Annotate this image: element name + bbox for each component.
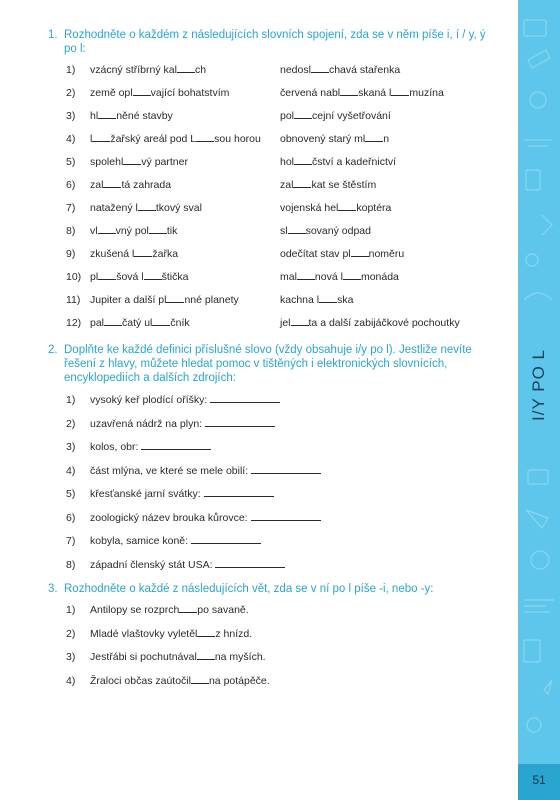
text-fragment: Jupiter a další pl	[90, 294, 167, 306]
text-fragment: muzína	[409, 87, 444, 99]
exercise-3-heading	[50, 582, 500, 596]
text-fragment: mal	[280, 271, 297, 283]
text-fragment: vý partner	[141, 156, 188, 168]
text-fragment: koptéra	[356, 202, 392, 214]
exercise-1-item	[66, 247, 178, 261]
exercise-2-item	[66, 487, 274, 501]
answer-blank[interactable]	[215, 558, 285, 568]
fill-in-blank[interactable]	[197, 627, 215, 637]
text-fragment: ch	[194, 64, 207, 76]
text-fragment: čník	[170, 317, 190, 329]
answer-blank[interactable]	[191, 534, 261, 544]
fill-in-blank[interactable]	[152, 316, 170, 326]
definition-text: vysoký keř plodící oříšky:	[90, 394, 208, 406]
fill-in-blank[interactable]	[134, 247, 152, 257]
item-number: 2)	[66, 87, 76, 99]
exercise-1-item-right	[280, 132, 389, 146]
answer-blank[interactable]	[141, 440, 211, 450]
fill-in-blank[interactable]	[293, 178, 311, 188]
exercise-3-instruction: Rozhodněte o každé z následujících vět, zda se v ní po l píše -i, nebo -y:	[64, 583, 434, 595]
sidebar-title: I/Y PO L	[529, 349, 548, 421]
text-fragment: pl	[90, 271, 99, 283]
item-number: 11)	[66, 294, 81, 306]
item-number: 5)	[66, 156, 76, 168]
exercise-1-item-right	[280, 224, 371, 238]
exercise-1-instruction: Rozhodněte o každém z následujících slovních spojení, zda se v něm píše i, í / y, ý po l:	[64, 29, 486, 55]
text-fragment: něné stavby	[116, 110, 173, 122]
exercise-2-item	[66, 417, 275, 431]
fill-in-blank[interactable]	[98, 224, 116, 234]
fill-in-blank[interactable]	[288, 224, 306, 234]
exercise-1-heading	[50, 28, 500, 56]
fill-in-blank[interactable]	[123, 155, 141, 165]
exercise-1-item	[66, 270, 188, 284]
exercise-2-item	[66, 464, 321, 478]
fill-in-blank[interactable]	[391, 86, 409, 96]
item-number: 1)	[66, 604, 76, 616]
exercise-1-item-right	[280, 316, 460, 330]
text-fragment: žařský areál pod L	[110, 133, 197, 145]
fill-in-blank[interactable]	[149, 224, 167, 234]
text-fragment: země opl	[90, 87, 133, 99]
fill-in-blank[interactable]	[144, 270, 162, 280]
exercise-1-item-right	[280, 86, 444, 100]
text-fragment: červená nabl	[280, 87, 341, 99]
text-fragment: kat se štěstím	[311, 179, 377, 191]
text-fragment: pol	[280, 110, 295, 122]
item-number: 1)	[66, 394, 76, 406]
exercise-3-item	[66, 674, 270, 688]
text-fragment: vl	[90, 225, 98, 237]
exercise-1-item	[66, 109, 173, 123]
text-fragment: Antilopy se rozprch	[90, 604, 180, 616]
fill-in-blank[interactable]	[365, 132, 383, 142]
exercise-3-item	[66, 627, 252, 641]
text-fragment: zkušená l	[90, 248, 135, 260]
answer-blank[interactable]	[251, 511, 321, 521]
text-fragment: odečítat stav pl	[280, 248, 351, 260]
text-fragment: šová l	[116, 271, 144, 283]
item-number: 12)	[66, 317, 82, 329]
item-number: 8)	[66, 225, 76, 237]
text-fragment: cejní vyšetřování	[312, 110, 391, 122]
exercise-1-item	[66, 201, 202, 215]
fill-in-blank[interactable]	[191, 674, 209, 684]
text-fragment: vzácný stříbrný kal	[90, 64, 177, 76]
text-fragment: na potápěče.	[208, 674, 270, 687]
answer-blank[interactable]	[251, 464, 321, 474]
text-fragment: z hnízd.	[215, 627, 253, 640]
item-number: 4)	[66, 133, 76, 145]
item-number: 7)	[66, 202, 76, 214]
exercise-1-item	[66, 316, 190, 330]
text-fragment: nedosl	[280, 64, 311, 76]
text-fragment: n	[383, 133, 390, 145]
definition-text: západní členský stát USA:	[90, 558, 213, 571]
fill-in-blank[interactable]	[103, 178, 121, 188]
exercise-1-item	[66, 293, 239, 307]
item-number: 7)	[66, 535, 76, 547]
exercise-1-item-right	[280, 247, 404, 261]
fill-in-blank[interactable]	[338, 201, 356, 211]
exercise-2-item	[66, 393, 280, 407]
item-number: 2)	[66, 417, 76, 430]
text-fragment: čství a kadeřnictví	[312, 156, 397, 168]
item-number: 10)	[66, 271, 82, 283]
text-fragment: l	[90, 133, 93, 145]
text-fragment: na myších.	[214, 651, 266, 663]
exercise-1-item	[66, 63, 206, 77]
fill-in-blank[interactable]	[351, 247, 369, 257]
exercise-1-item-right	[280, 270, 399, 284]
definition-text: část mlýna, ve které se mele obilí:	[90, 464, 249, 477]
exercise-2-item	[66, 534, 261, 548]
fill-in-blank[interactable]	[133, 86, 151, 96]
fill-in-blank[interactable]	[98, 270, 116, 280]
text-fragment: jel	[280, 317, 291, 329]
page-number: 51	[518, 764, 560, 800]
definition-text: zoologický název brouka kůrovce:	[90, 511, 248, 524]
item-number: 3)	[66, 441, 76, 453]
exercise-1-item-right	[280, 109, 391, 123]
fill-in-blank[interactable]	[291, 316, 309, 326]
answer-blank[interactable]	[210, 393, 280, 403]
item-number: 9)	[66, 248, 76, 260]
definition-text: kolos, obr:	[90, 441, 139, 453]
fill-in-blank[interactable]	[319, 293, 337, 303]
exercise-2-instruction: Doplňte ke každé definici příslušné slovo (vždy obsahuje i/y po l). Jestliže nevíte řešení z hlavy, můžete hledat pomoc v tištěných i elektronických slovnících, encyklopediích a dalších zdrojích:	[64, 344, 472, 384]
text-fragment: tik	[166, 225, 178, 237]
definition-text: křesťanské jarní svátky:	[90, 488, 201, 500]
text-fragment: sou horou	[214, 133, 261, 145]
fill-in-blank[interactable]	[297, 270, 315, 280]
item-number: 8)	[66, 558, 76, 571]
item-number: 2)	[66, 627, 76, 640]
exercise-1-item	[66, 178, 171, 192]
fill-in-blank[interactable]	[179, 603, 197, 613]
text-fragment: spolehl	[90, 156, 124, 168]
text-fragment: kachna l	[280, 294, 320, 306]
fill-in-blank[interactable]	[177, 63, 195, 73]
fill-in-blank[interactable]	[294, 109, 312, 119]
text-fragment: žařka	[152, 248, 179, 260]
fill-in-blank[interactable]	[138, 201, 156, 211]
text-fragment: čatý ul	[122, 317, 153, 329]
exercise-2-item	[66, 558, 285, 572]
fill-in-blank[interactable]	[104, 316, 122, 326]
item-number: 6)	[66, 511, 76, 524]
text-fragment: sl	[280, 225, 288, 237]
item-number: 4)	[66, 674, 76, 687]
fill-in-blank[interactable]	[197, 650, 215, 660]
text-fragment: sovaný odpad	[305, 225, 371, 237]
item-number: 6)	[66, 179, 76, 191]
answer-blank[interactable]	[204, 487, 274, 497]
text-fragment: zal	[90, 179, 104, 191]
text-fragment: ska	[337, 294, 354, 306]
text-fragment: obnovený starý ml	[280, 133, 366, 145]
item-number: 3)	[66, 651, 76, 663]
fill-in-blank[interactable]	[92, 132, 110, 142]
exercise-1-item-right	[280, 155, 396, 169]
exercise-3-number: 3.	[48, 583, 58, 595]
text-fragment: Mladé vlaštovky vyletěl	[90, 627, 198, 640]
item-number: 3)	[66, 110, 76, 122]
exercise-1-item-right	[280, 178, 376, 192]
text-fragment: hol	[280, 156, 295, 168]
fill-in-blank[interactable]	[311, 63, 329, 73]
text-fragment: ta a další zabijáčkové pochoutky	[308, 317, 460, 329]
fill-in-blank[interactable]	[196, 132, 214, 142]
text-fragment: vojenská hel	[280, 202, 339, 214]
fill-in-blank[interactable]	[343, 270, 361, 280]
exercise-1-item	[66, 155, 188, 169]
text-fragment: štička	[161, 271, 189, 283]
exercise-1-item	[66, 132, 261, 146]
exercise-2-item	[66, 511, 321, 525]
exercise-1-item-right	[280, 63, 400, 77]
text-fragment: chavá stařenka	[328, 64, 401, 76]
text-fragment: vný pol	[115, 225, 149, 237]
text-fragment: natažený l	[90, 202, 138, 214]
fill-in-blank[interactable]	[340, 86, 358, 96]
text-fragment: tá zahrada	[121, 179, 172, 191]
exercise-1-item-right	[280, 201, 391, 215]
exercise-2-number: 2.	[48, 344, 58, 356]
exercise-1-item-right	[280, 293, 353, 307]
exercise-2-item	[66, 440, 211, 454]
fill-in-blank[interactable]	[294, 155, 312, 165]
definition-text: uzavřená nádrž na plyn:	[90, 417, 203, 430]
item-number: 4)	[66, 464, 76, 477]
definition-text: kobyla, samice koně:	[90, 535, 189, 547]
text-fragment: noměru	[368, 248, 405, 260]
item-number: 1)	[66, 64, 76, 76]
text-fragment: skaná l	[358, 87, 392, 99]
text-fragment: Jestřábi si pochutnával	[90, 651, 197, 663]
text-fragment: hl	[90, 110, 99, 122]
text-fragment: nné planety	[184, 294, 239, 306]
text-fragment: vající bohatstvím	[150, 87, 230, 99]
text-fragment: monáda	[360, 271, 399, 283]
item-number: 5)	[66, 488, 76, 500]
fill-in-blank[interactable]	[166, 293, 184, 303]
exercise-1-number: 1.	[48, 29, 58, 41]
text-fragment: nová l	[314, 271, 343, 283]
text-fragment: po savaně.	[197, 604, 249, 616]
text-fragment: Žraloci občas zaútočil	[90, 674, 191, 687]
exercise-1-item	[66, 86, 229, 100]
exercise-3-item	[66, 603, 249, 617]
exercise-3-item	[66, 650, 266, 664]
text-fragment: zal	[280, 179, 294, 191]
text-fragment: pal	[90, 317, 105, 329]
exercise-1-item	[66, 224, 177, 238]
exercise-2-heading	[50, 343, 500, 385]
fill-in-blank[interactable]	[98, 109, 116, 119]
text-fragment: tkový sval	[155, 202, 202, 214]
answer-blank[interactable]	[205, 417, 275, 427]
